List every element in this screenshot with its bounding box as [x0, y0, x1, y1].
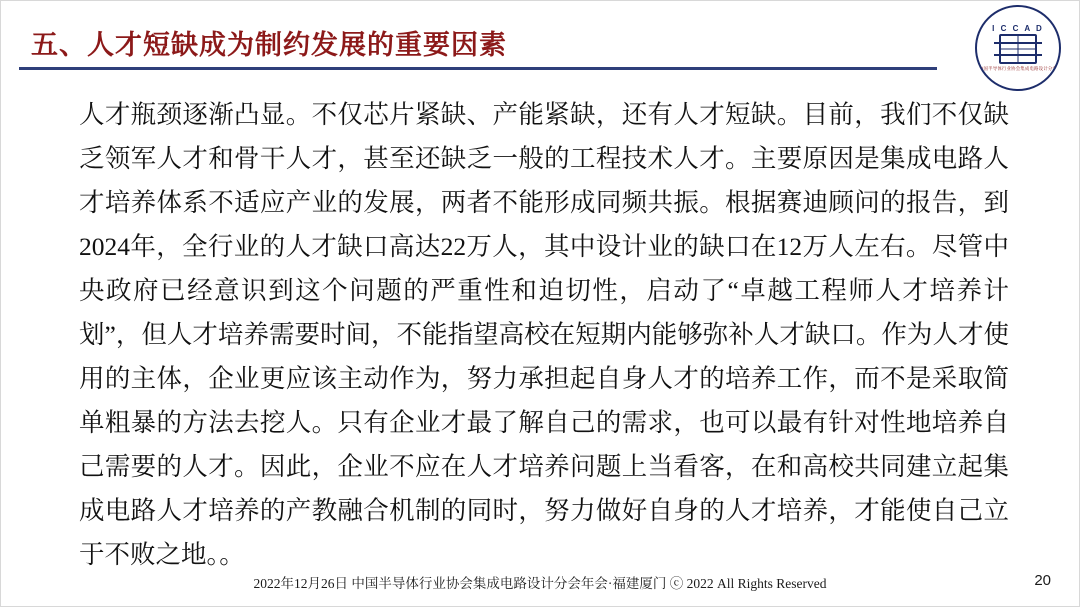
body-paragraph: 人才瓶颈逐渐凸显。不仅芯片紧缺、产能紧缺，还有人才短缺。目前，我们不仅缺乏领军人才和骨干人才，甚至还缺乏一般的工程技术人才。主要原因是集成电路人才培养体系不适应产业的发展，两者不能形成同频共振。根据赛迪顾问的报告，到2024年，全行业的人才缺口高达22万人，其中设计业的缺口在12万人左右。尽管中央政府已经意识到这个问题的严重性和迫切性，启动了“卓越工程师人才培养计划”，但人才培养需要时间，不能指望高校在短期内能够弥补人才缺口。作为人才使用的主体，企业更应该主动作为，努力承担起自身人才的培养工作，而不是采取简单粗暴的方法去挖人。只有企业才最了解自己的需求，也可以最有针对性地培养自己需要的人才。因此，企业不应在人才培养问题上当看客，在和高校共同建立起集成电路人才培养的产教融合机制的同时，努力做好自身的人才培养，才能使自己立于不败之地。。 [79, 100, 1009, 569]
logo-inner [977, 7, 1059, 89]
iccad-logo [975, 5, 1061, 91]
page-number: 20 [1034, 572, 1051, 589]
footer-copyright: 2022年12月26日 中国半导体行业协会集成电路设计分会年会·福建厦门 ⓒ 2022 All Rights Reserved [253, 576, 827, 591]
chip-icon [999, 34, 1037, 64]
page-title: 五、人才短缺成为制约发展的重要因素 [31, 30, 507, 60]
slide-footer [1, 572, 1079, 594]
logo-org-text: 中国半导体行业协会集成电路设计分会 [978, 66, 1058, 72]
title-divider [19, 67, 937, 70]
slide-title-bar [1, 15, 1079, 73]
logo-acronym-text: I C C A D [992, 24, 1044, 34]
